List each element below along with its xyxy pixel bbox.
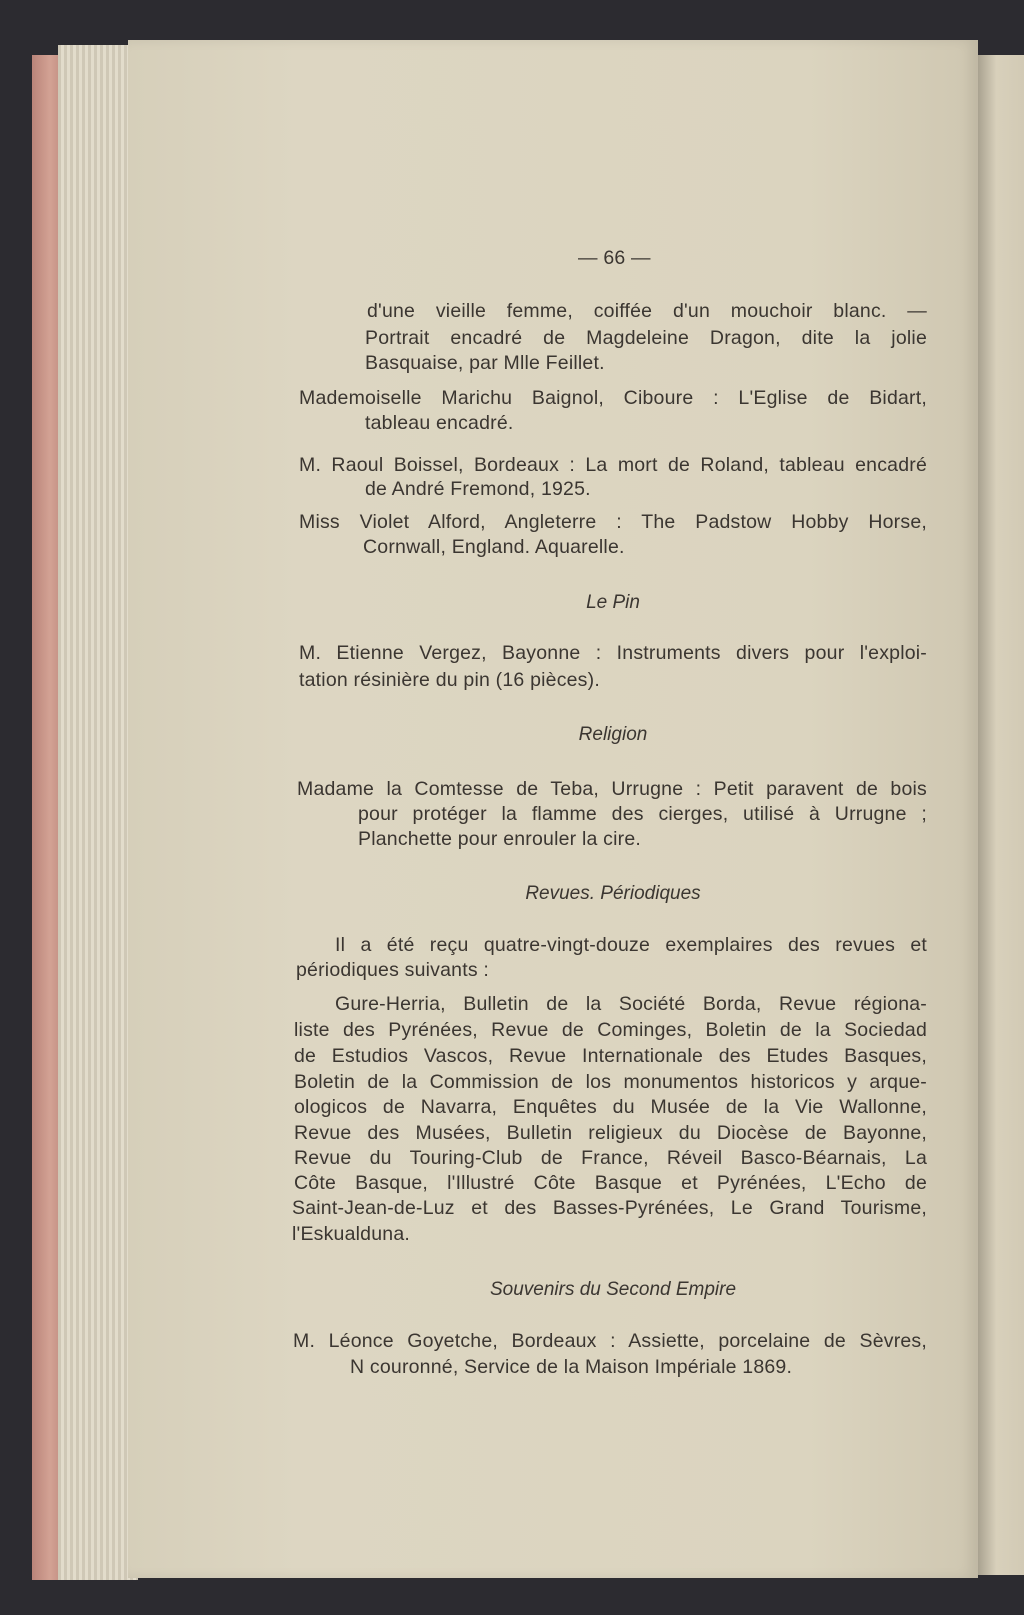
page-stack-edges bbox=[58, 45, 138, 1580]
text-line: Revue du Touring-Club de France, Réveil Basco-Béarnais, La bbox=[294, 1147, 927, 1169]
text-line: N couronné, Service de la Maison Impériale 1869. bbox=[350, 1356, 793, 1378]
text-line: pour protéger la flamme des cierges, utilisé à Urrugne ; bbox=[358, 803, 927, 825]
text-line: tation résinière du pin (16 pièces). bbox=[299, 669, 600, 691]
section-heading-souvenirs: Souvenirs du Second Empire bbox=[489, 1279, 737, 1300]
text-line: Côte Basque, l'Illustré Côte Basque et Pyrénées, L'Echo de bbox=[294, 1172, 927, 1194]
text-line: Il a été reçu quatre-vingt-douze exemplaires des revues et bbox=[335, 934, 927, 956]
text-line: M. Raoul Boissel, Bordeaux : La mort de Roland, tableau encadré bbox=[299, 454, 927, 476]
text-line: Saint-Jean-de-Luz et des Basses-Pyrénées, Le Grand Tourisme, bbox=[292, 1197, 927, 1219]
text-line: Revue des Musées, Bulletin religieux du Diocèse de Bayonne, bbox=[294, 1122, 927, 1144]
text-line: Madame la Comtesse de Teba, Urrugne : Petit paravent de bois bbox=[297, 778, 927, 800]
next-page-edge bbox=[978, 55, 1024, 1575]
section-heading-revues: Revues. Périodiques bbox=[525, 883, 701, 904]
text-line: Miss Violet Alford, Angleterre : The Padstow Hobby Horse, bbox=[299, 511, 927, 533]
text-line: Gure-Herria, Bulletin de la Société Borda, Revue régiona- bbox=[335, 993, 927, 1015]
text-line: de Estudios Vascos, Revue Internationale des Etudes Basques, bbox=[294, 1045, 927, 1067]
text-line: périodiques suivants : bbox=[296, 959, 490, 981]
text-line: d'une vieille femme, coiffée d'un mouchoir blanc. — bbox=[367, 300, 927, 322]
text-line: Cornwall, England. Aquarelle. bbox=[363, 536, 625, 558]
text-line: ologicos de Navarra, Enquêtes du Musée de la Vie Wallonne, bbox=[294, 1096, 927, 1118]
section-heading-le-pin: Le Pin bbox=[586, 592, 640, 613]
text-line: l'Eskualduna. bbox=[292, 1223, 410, 1245]
text-line: Boletin de la Commission de los monumentos historicos y arque- bbox=[294, 1071, 927, 1093]
text-line: M. Etienne Vergez, Bayonne : Instruments divers pour l'exploi- bbox=[299, 642, 927, 664]
text-line: Mademoiselle Marichu Baignol, Ciboure : L'Eglise de Bidart, bbox=[299, 387, 927, 409]
text-line: Portrait encadré de Magdeleine Dragon, dite la jolie bbox=[365, 327, 927, 349]
text-line: Planchette pour enrouler la cire. bbox=[358, 828, 642, 850]
text-line: Basquaise, par Mlle Feillet. bbox=[365, 352, 605, 374]
text-line: liste des Pyrénées, Revue de Cominges, Boletin de la Sociedad bbox=[294, 1019, 927, 1041]
text-line: M. Léonce Goyetche, Bordeaux : Assiette, porcelaine de Sèvres, bbox=[293, 1330, 927, 1352]
text-line: tableau encadré. bbox=[365, 412, 514, 434]
section-heading-religion: Religion bbox=[578, 724, 648, 745]
text-line: de André Fremond, 1925. bbox=[365, 478, 591, 500]
page-number: — 66 — bbox=[578, 247, 651, 269]
